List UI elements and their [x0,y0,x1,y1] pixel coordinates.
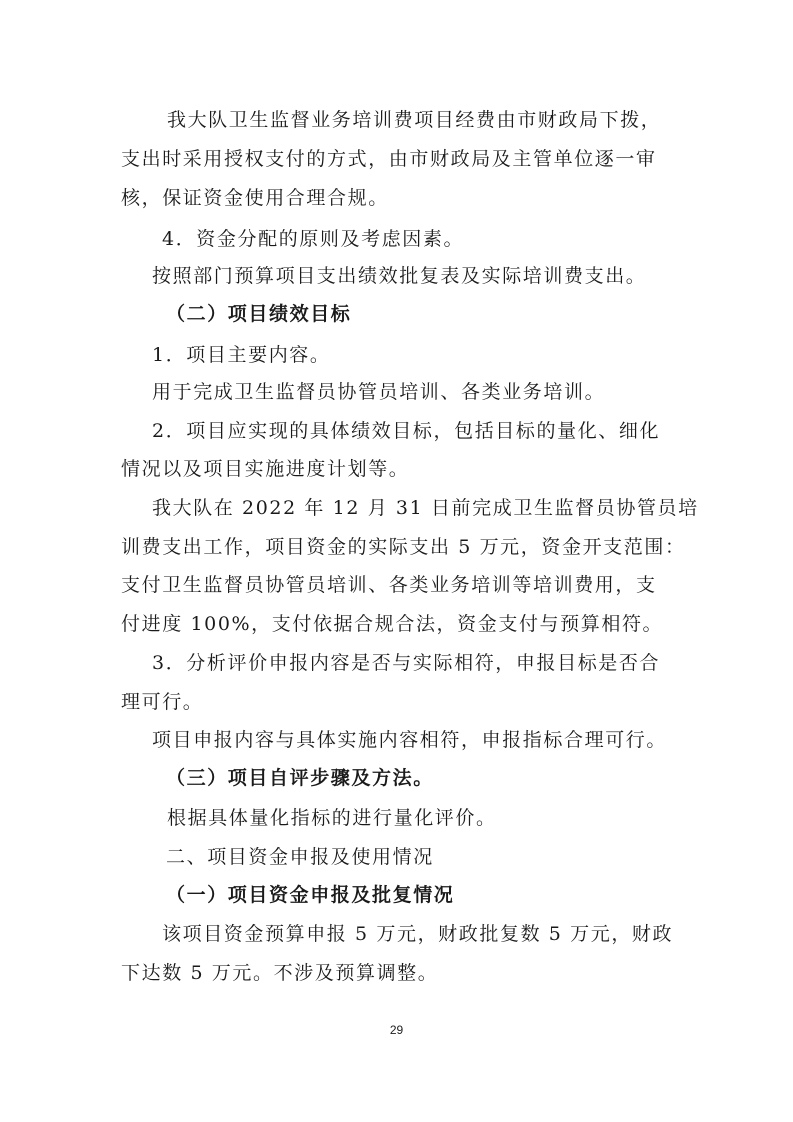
paragraph-line: 按照部门预算项目支出绩效批复表及实际培训费支出。 [152,265,647,287]
section-heading: （二）项目绩效目标 [166,303,352,325]
paragraph-line: 核，保证资金使用合理合规。 [121,187,389,209]
section-heading: （一）项目资金申报及批复情况 [166,884,455,906]
paragraph-line: 根据具体量化指标的进行量化评价。 [167,807,497,829]
list-item-heading: 1．项目主要内容。 [152,344,331,366]
list-item-heading: 2．项目应实现的具体绩效目标，包括目标的量化、细化 [152,420,661,442]
paragraph-line: 情况以及项目实施进度计划等。 [121,458,410,480]
paragraph-line: 下达数 5 万元。不涉及预算调整。 [121,962,439,984]
section-heading: （三）项目自评步骤及方法。 [166,767,434,789]
paragraph-line: 理可行。 [121,691,204,713]
paragraph-line: 支付卫生监督员协管员培训、各类业务培训等培训费用，支 [121,574,657,596]
page-number: 29 [389,1023,404,1037]
paragraph-line: 我大队在 2022 年 12 月 31 日前完成卫生监督员协管员培 [152,497,699,519]
paragraph-line: 训费支出工作，项目资金的实际支出 5 万元，资金开支范围： [121,536,686,558]
paragraph-line: 支出时采用授权支付的方式，由市财政局及主管单位逐一审 [121,148,657,170]
paragraph-line: 项目申报内容与具体实施内容相符，申报指标合理可行。 [152,729,668,751]
paragraph-line: 我大队卫生监督业务培训费项目经费由市财政局下拨， [167,109,662,131]
paragraph-line: 用于完成卫生监督员协管员培训、各类业务培训。 [152,381,606,403]
chapter-heading: 二、项目资金申报及使用情况 [166,846,434,868]
paragraph-line: 付进度 100%，支付依据合规合法，资金支付与预算相符。 [121,613,664,635]
list-item-heading: 4．资金分配的原则及考虑因素。 [162,228,465,250]
paragraph-line: 该项目资金预算申报 5 万元，财政批复数 5 万元，财政 [162,923,674,945]
list-item-heading: 3．分析评价申报内容是否与实际相符，申报目标是否合 [152,652,661,674]
